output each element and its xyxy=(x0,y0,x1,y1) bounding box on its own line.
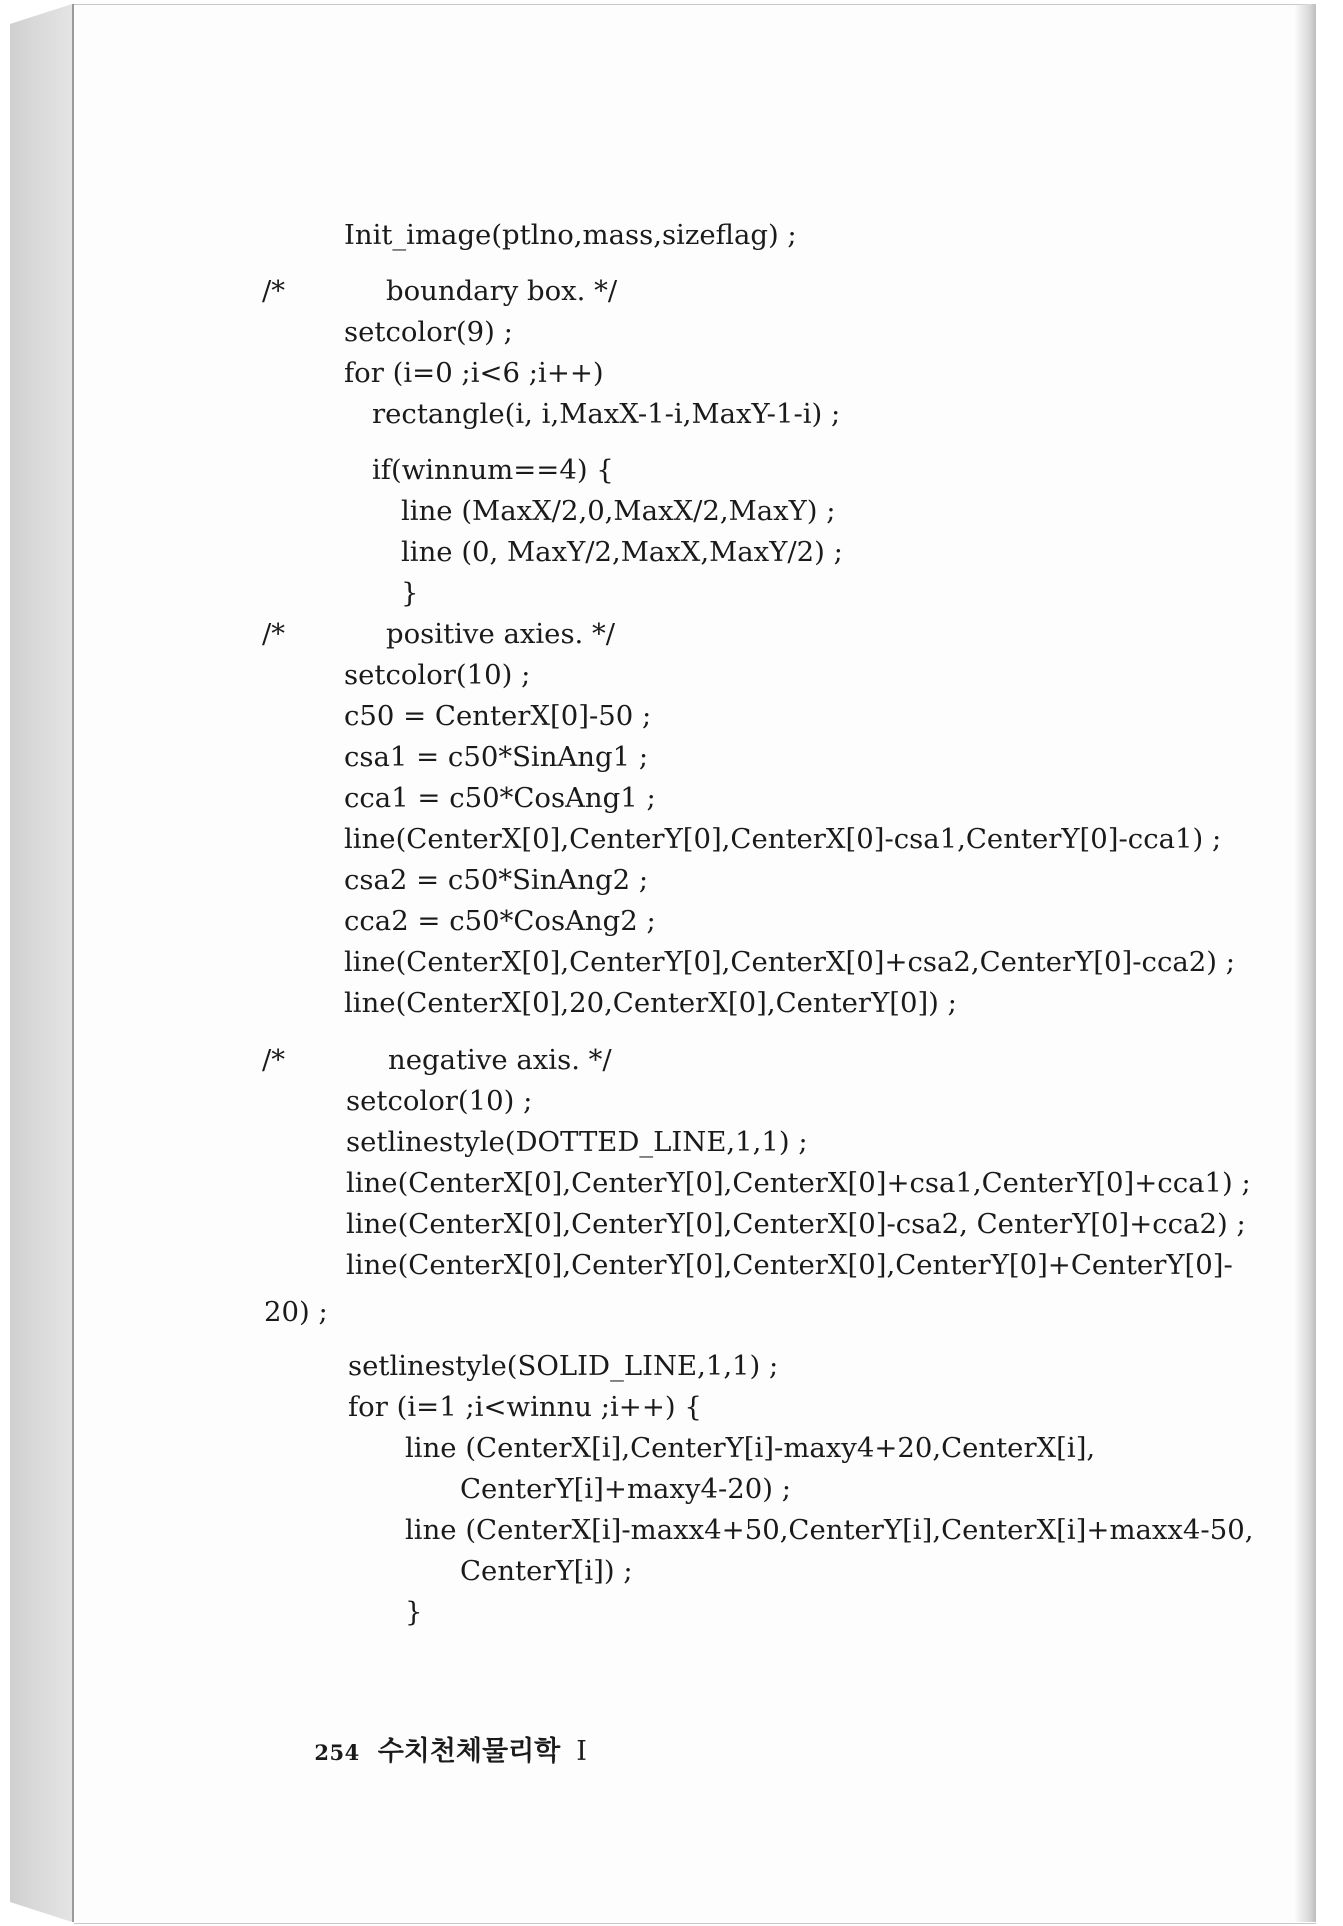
code-line: CenterY[i]) ; xyxy=(460,1555,633,1587)
page-right-edge xyxy=(1294,4,1316,1922)
code-line: line(CenterX[0],CenterY[0],CenterX[0]-csa1,CenterY[0]-cca1) ; xyxy=(344,823,1222,855)
code-line: line(CenterX[0],CenterY[0],CenterX[0]+csa2,CenterY[0]-cca2) ; xyxy=(344,946,1235,978)
comment-marker: /* xyxy=(262,618,286,650)
code-line: 20) ; xyxy=(264,1296,328,1328)
code-comment: boundary box. */ xyxy=(386,275,618,307)
code-line: line (0, MaxY/2,MaxX,MaxY/2) ; xyxy=(401,536,843,568)
page-number: 254 xyxy=(314,1740,360,1765)
code-line: line(CenterX[0],CenterY[0],CenterX[0],CenterY[0]+CenterY[0]- xyxy=(346,1249,1233,1281)
code-line: line(CenterX[0],20,CenterX[0],CenterY[0]) ; xyxy=(344,987,957,1019)
volume-number: I xyxy=(576,1736,587,1767)
code-line: line (CenterX[i]-maxx4+50,CenterY[i],CenterX[i]+maxx4-50, xyxy=(405,1514,1254,1546)
code-line: CenterY[i]+maxy4-20) ; xyxy=(460,1473,791,1505)
code-line: setcolor(10) ; xyxy=(346,1085,533,1117)
code-line: line(CenterX[0],CenterY[0],CenterX[0]-csa2, CenterY[0]+cca2) ; xyxy=(346,1208,1246,1240)
code-line: rectangle(i, i,MaxX-1-i,MaxY-1-i) ; xyxy=(372,398,841,430)
code-line: line (CenterX[i],CenterY[i]-maxy4+20,CenterX[i], xyxy=(405,1432,1096,1464)
code-line: setlinestyle(SOLID_LINE,1,1) ; xyxy=(348,1350,779,1382)
code-line: cca1 = c50*CosAng1 ; xyxy=(344,782,656,814)
code-line: Init_image(ptlno,mass,sizeflag) ; xyxy=(344,219,797,251)
code-line: c50 = CenterX[0]-50 ; xyxy=(344,700,652,732)
code-line: } xyxy=(405,1596,423,1628)
code-comment: positive axies. */ xyxy=(386,618,616,650)
page-footer xyxy=(294,1710,587,1787)
book-title: 수치천체물리학 xyxy=(377,1736,561,1767)
code-comment: negative axis. */ xyxy=(388,1044,612,1076)
code-line: csa1 = c50*SinAng1 ; xyxy=(344,741,649,773)
code-line: for (i=1 ;i<winnu ;i++) { xyxy=(348,1391,702,1423)
code-line: setcolor(9) ; xyxy=(344,316,513,348)
comment-marker: /* xyxy=(262,275,286,307)
code-line: if(winnum==4) { xyxy=(372,454,614,486)
code-line: for (i=0 ;i<6 ;i++) xyxy=(344,357,604,389)
spine-edge xyxy=(72,4,74,1922)
code-line: line (MaxX/2,0,MaxX/2,MaxY) ; xyxy=(401,495,836,527)
code-line: setlinestyle(DOTTED_LINE,1,1) ; xyxy=(346,1126,808,1158)
code-line: cca2 = c50*CosAng2 ; xyxy=(344,905,656,937)
code-line: line(CenterX[0],CenterY[0],CenterX[0]+csa1,CenterY[0]+cca1) ; xyxy=(346,1167,1251,1199)
code-line: } xyxy=(401,577,419,609)
book-spine xyxy=(10,4,72,1922)
code-line: setcolor(10) ; xyxy=(344,659,531,691)
code-line: csa2 = c50*SinAng2 ; xyxy=(344,864,649,896)
comment-marker: /* xyxy=(262,1044,286,1076)
